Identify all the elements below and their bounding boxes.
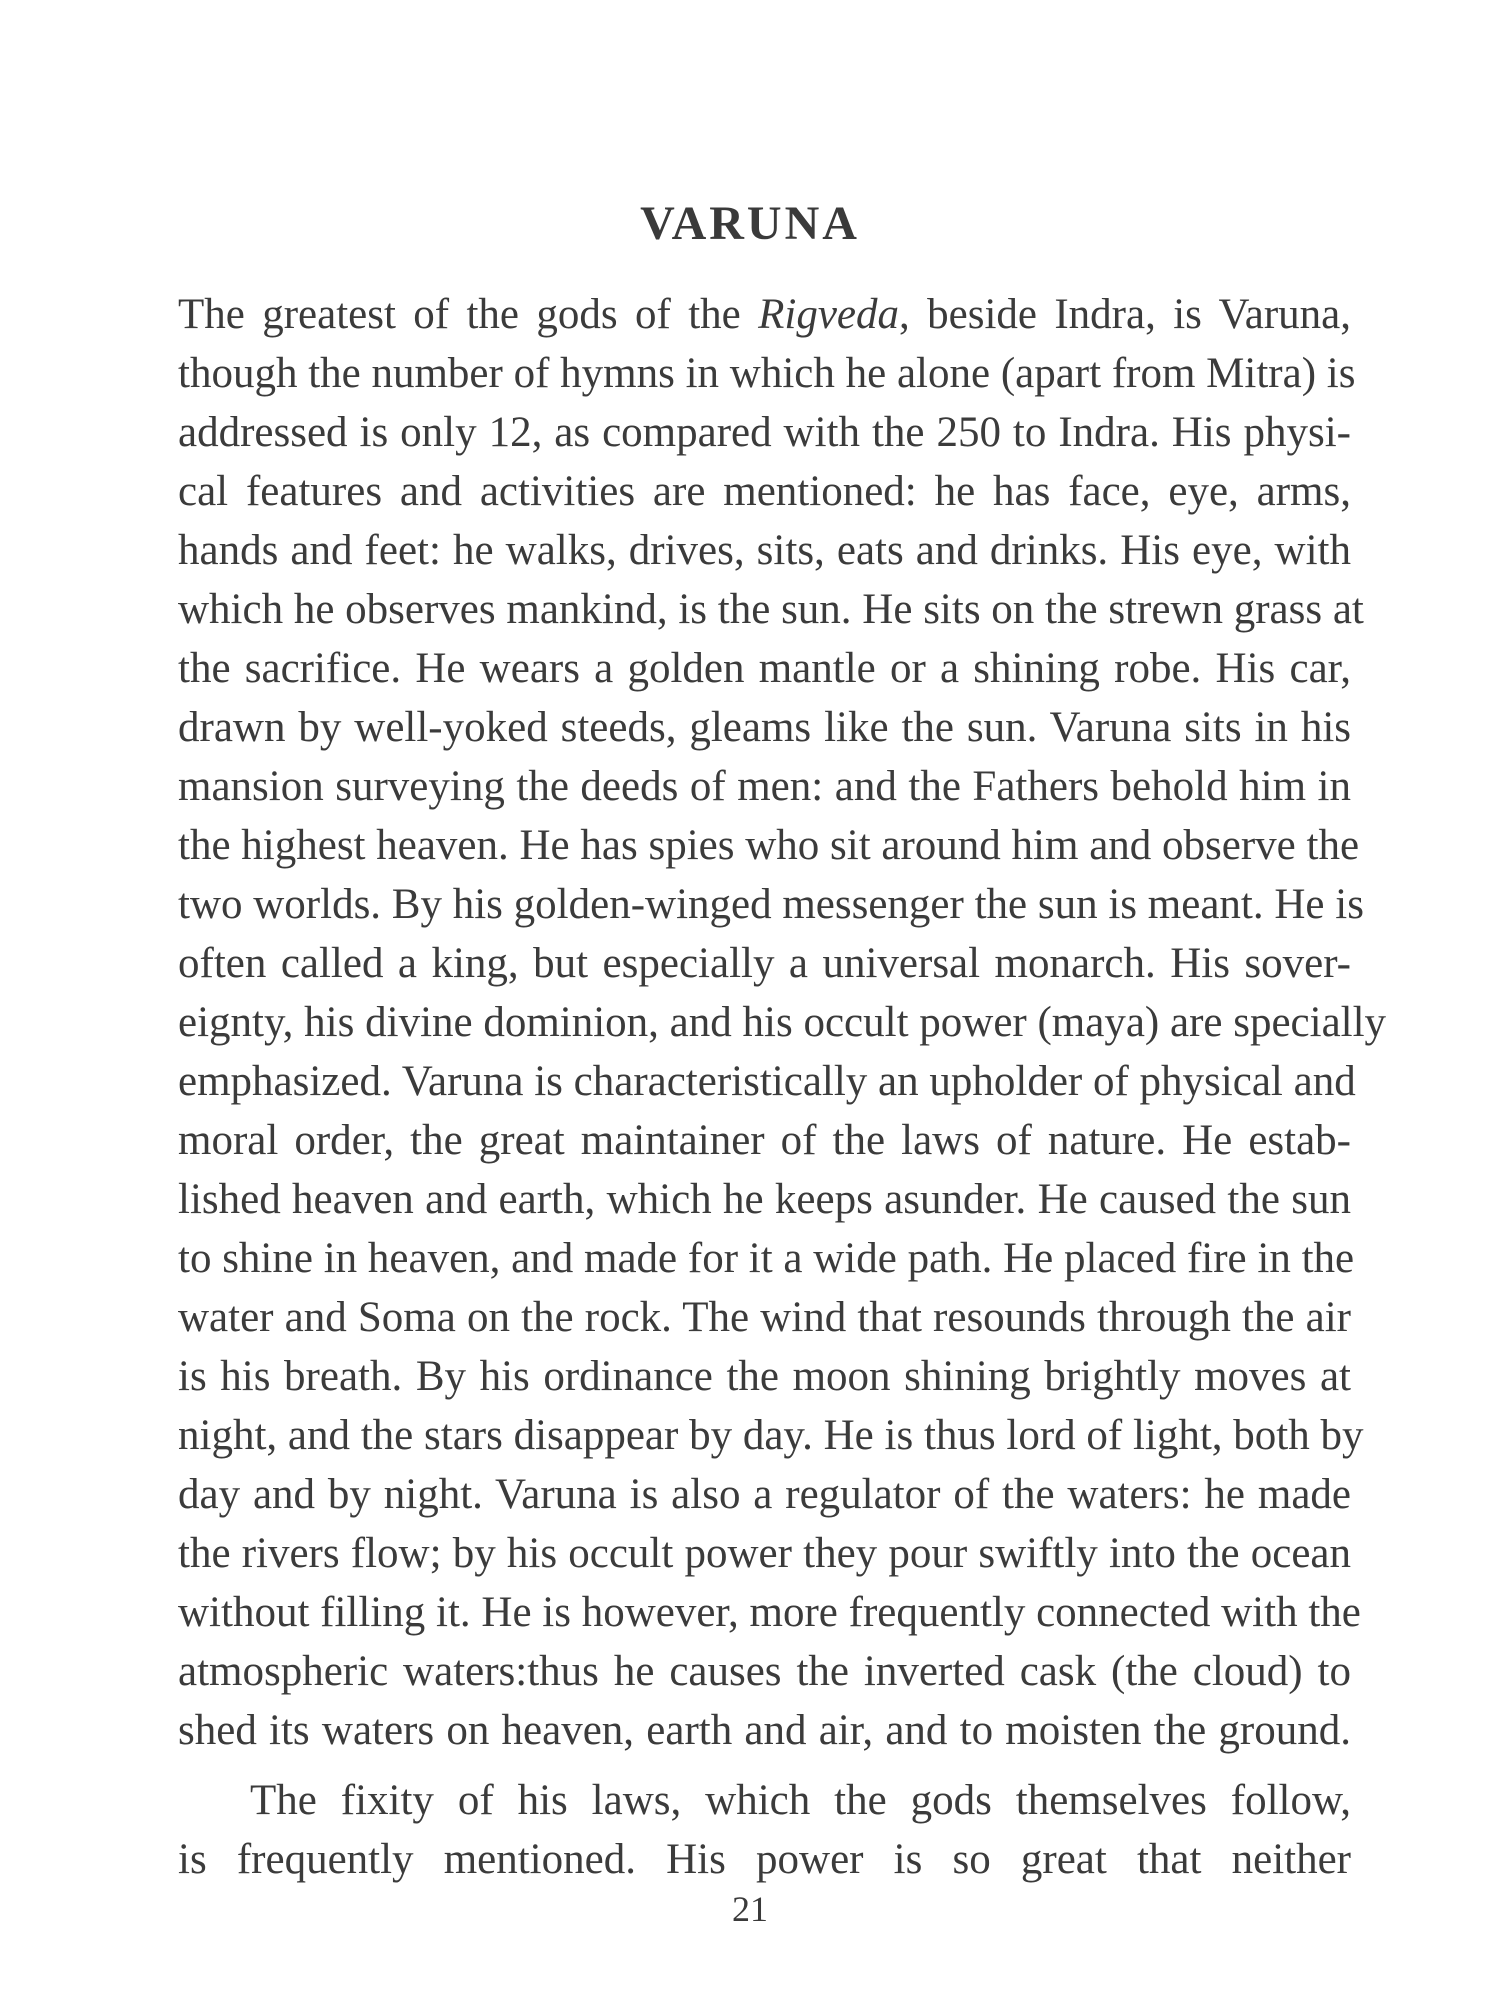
text-line: to shine in heaven, and made for it a wide path. He placed fire in the bbox=[178, 1235, 1355, 1282]
text-line: two worlds. By his golden-winged messenger the sun is meant. He is bbox=[178, 881, 1364, 928]
text-line bbox=[178, 285, 1351, 344]
text-line: drawn by well-yoked steeds, gleams like the sun. Varuna sits in his bbox=[178, 704, 1351, 751]
text-line: emphasized. Varuna is characteristically an upholder of physical and bbox=[178, 1058, 1356, 1105]
paragraph-2 bbox=[178, 1771, 1351, 1889]
text-line: which he observes mankind, is the sun. He sits on the strewn grass at bbox=[178, 586, 1364, 633]
text-line: the highest heaven. He has spies who sit around him and observe the bbox=[178, 822, 1360, 869]
text-line: the rivers flow; by his occult power they pour swiftly into the ocean bbox=[178, 1530, 1351, 1577]
text-line: shed its waters on heaven, earth and air, and to moisten the ground. bbox=[178, 1707, 1351, 1754]
text-segment: , beside Indra, is Varuna, bbox=[899, 291, 1351, 338]
text-line: The fixity of his laws, which the gods themselves follow, bbox=[250, 1777, 1351, 1824]
text-line: cal features and activities are mentioned: he has face, eye, arms, bbox=[178, 468, 1351, 515]
text-segment: The greatest of the gods of the bbox=[178, 291, 759, 338]
paragraph-1 bbox=[178, 285, 1387, 1760]
text-line: addressed is only 12, as compared with the 250 to Indra. His physi- bbox=[178, 409, 1351, 456]
text-line: moral order, the great maintainer of the laws of nature. He estab- bbox=[178, 1117, 1351, 1164]
page-number: 21 bbox=[732, 1889, 768, 1929]
text-line: is his breath. By his ordinance the moon shining brightly moves at bbox=[178, 1353, 1351, 1400]
text-line: night, and the stars disappear by day. He is thus lord of light, both by bbox=[178, 1412, 1364, 1459]
text-line: often called a king, but especially a universal monarch. His sover- bbox=[178, 940, 1351, 987]
text-line: water and Soma on the rock. The wind that resounds through the air bbox=[178, 1294, 1351, 1341]
chapter-title: VARUNA bbox=[640, 197, 860, 250]
text-line: the sacrifice. He wears a golden mantle or a shining robe. His car, bbox=[178, 645, 1351, 692]
text-line: mansion surveying the deeds of men: and the Fathers behold him in bbox=[178, 763, 1351, 810]
text-line: hands and feet: he walks, drives, sits, eats and drinks. His eye, with bbox=[178, 527, 1351, 574]
italic-term: Rigveda bbox=[758, 291, 899, 338]
text-line: eignty, his divine dominion, and his occult power (maya) are specially bbox=[178, 999, 1387, 1046]
text-line: atmospheric waters:thus he causes the inverted cask (the cloud) to bbox=[178, 1648, 1351, 1695]
text-line: lished heaven and earth, which he keeps asunder. He caused the sun bbox=[178, 1176, 1351, 1223]
body-text bbox=[178, 285, 1387, 1889]
text-line: is frequently mentioned. His power is so great that neither bbox=[178, 1836, 1351, 1883]
text-line: though the number of hymns in which he alone (apart from Mitra) is bbox=[178, 350, 1356, 397]
text-line: without filling it. He is however, more frequently connected with the bbox=[178, 1589, 1361, 1636]
text-line: day and by night. Varuna is also a regulator of the waters: he made bbox=[178, 1471, 1351, 1518]
